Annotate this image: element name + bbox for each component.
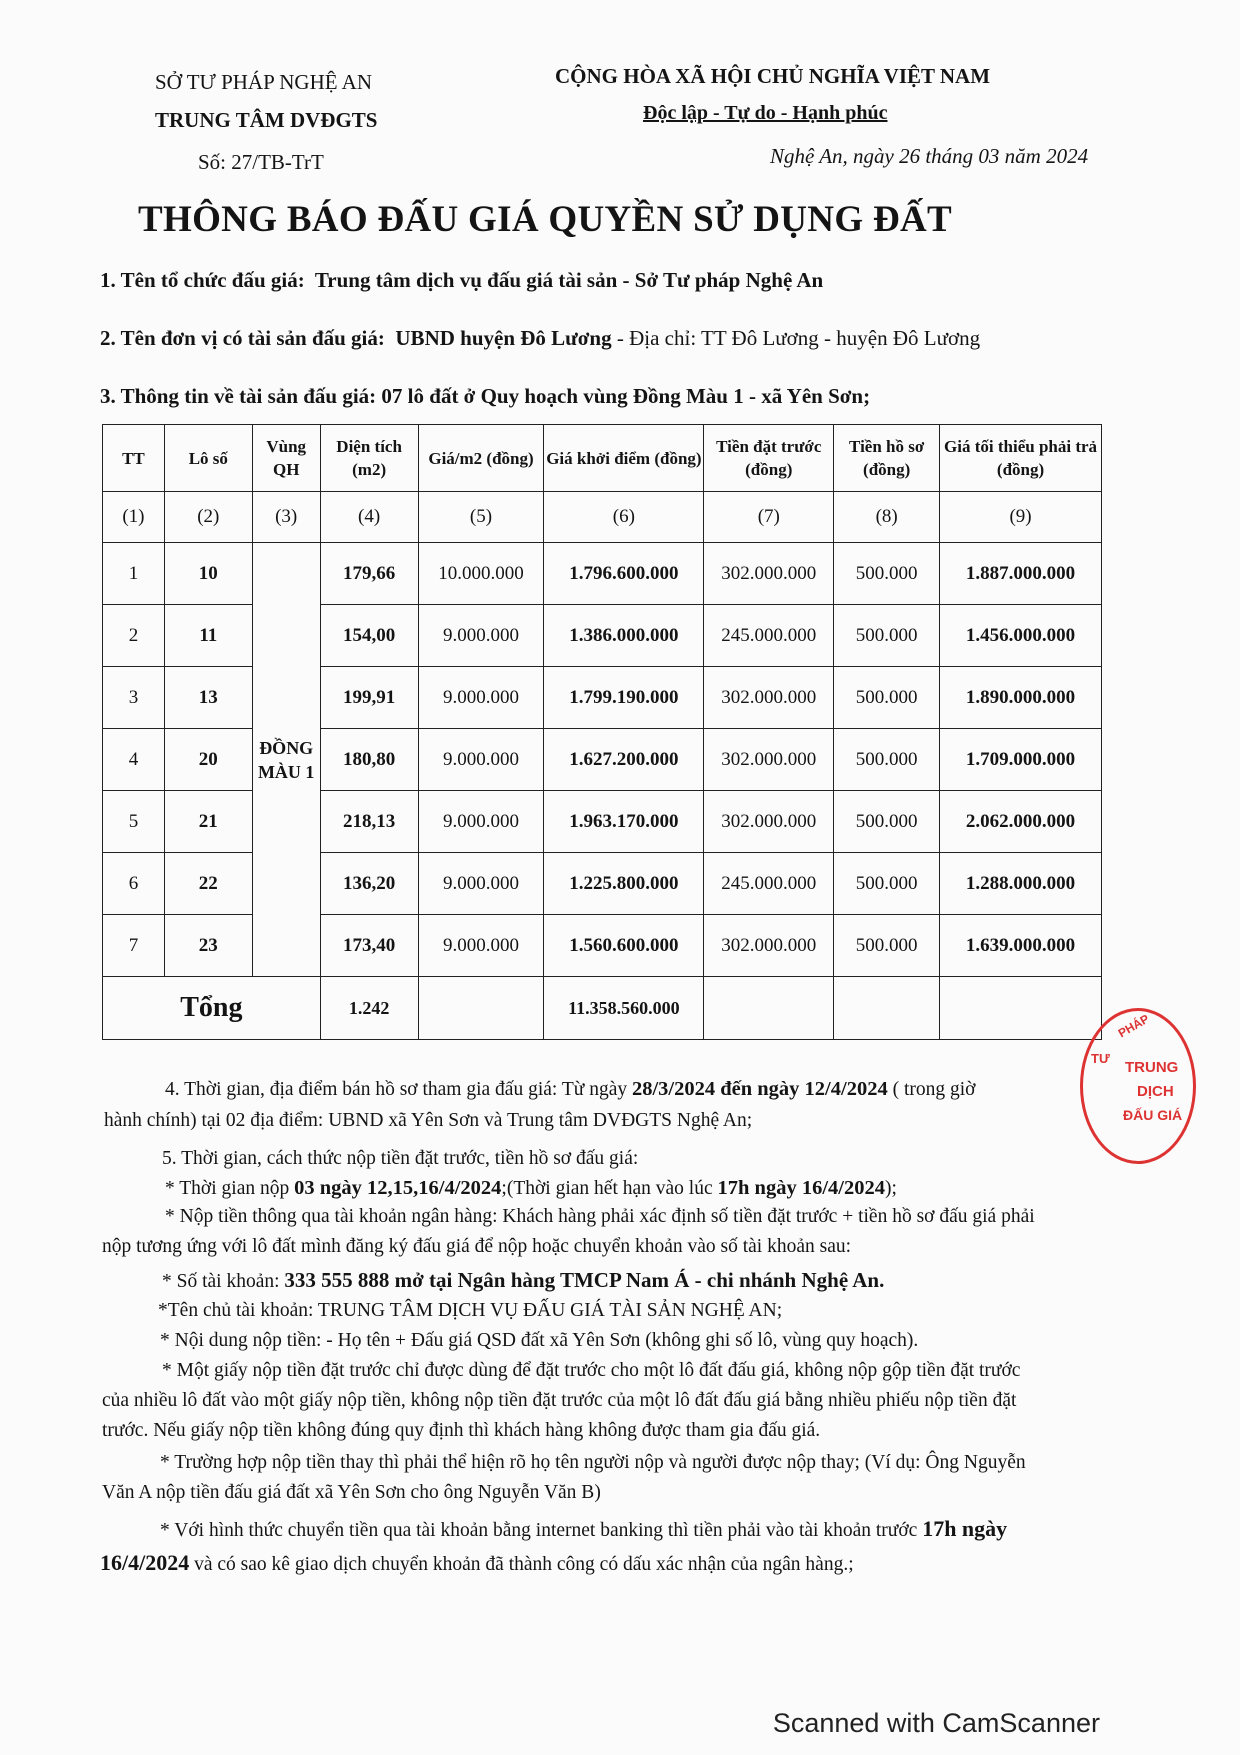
national-title: CỘNG HÒA XÃ HỘI CHỦ NGHĨA VIỆT NAM [555,64,991,88]
cell-price-m2: 9.000.000 [418,915,544,977]
document-number: Số: 27/TB-TrT [198,150,324,174]
p6-days: 03 ngày 12,15,16/4/2024 [294,1177,502,1199]
header-fee: Tiền hồ sơ (đồng) [834,425,940,492]
cell-min: 2.062.000.000 [940,791,1102,853]
paragraph-5: 5. Thời gian, cách thức nộp tiền đặt trước, tiền hồ sơ đấu giá: [162,1148,639,1169]
paragraph-4b: hành chính) tại 02 địa điểm: UBND xã Yên Sơn và Trung tâm DVĐGTS Nghệ An; [104,1110,753,1131]
p6-text: * Thời gian nộp [165,1178,295,1199]
cell-area: 199,91 [320,667,418,729]
stamp-text: TƯ [1091,1051,1110,1066]
paragraph-7b: nộp tương ứng với lô đất mình đăng ký đấu giá để nộp hoặc chuyển khoản vào số tài khoản sau: [102,1236,852,1257]
header-area: Diện tích (m2) [320,425,418,492]
cell-area: 136,20 [320,853,418,915]
p13-text-end: và có sao kê giao dịch chuyển khoản đã thành công có dấu xác nhận của ngân hàng.; [189,1554,854,1575]
empty-cell [418,977,544,1040]
cell-lot: 23 [164,915,252,977]
cell-fee: 500.000 [834,543,940,605]
paragraph-12: * Trường hợp nộp tiền thay thì phải thể hiện rõ họ tên người nộp và người được nộp thay; (Ví dụ: Ông Nguyễn [160,1452,1026,1473]
cell-deposit: 302.000.000 [704,729,834,791]
section-2 [100,326,980,351]
auction-table [102,424,1102,1040]
cell-fee: 500.000 [834,791,940,853]
paragraph-8 [162,1268,884,1293]
paragraph-11: * Một giấy nộp tiền đặt trước chỉ được dùng để đặt trước cho một lô đất đấu giá, không nộp gộp tiền đặt trước [162,1360,1021,1381]
cell-fee: 500.000 [834,605,940,667]
cell-tt: 6 [103,853,165,915]
cell-lot: 13 [164,667,252,729]
cell-min: 1.456.000.000 [940,605,1102,667]
total-label: Tổng [103,977,321,1040]
header-deposit: Tiền đặt trước (đồng) [704,425,834,492]
paragraph-7: * Nộp tiền thông qua tài khoản ngân hàng: Khách hàng phải xác định số tiền đặt trước + tiền hồ sơ đấu giá phải [165,1206,1035,1227]
cell-area: 179,66 [320,543,418,605]
cell-fee: 500.000 [834,729,940,791]
cell-start: 1.386.000.000 [544,605,704,667]
cell-tt: 7 [103,915,165,977]
cell-price-m2: 9.000.000 [418,605,544,667]
cell-deposit: 302.000.000 [704,543,834,605]
header-tt: TT [103,425,165,492]
table-row [103,543,1102,605]
bank-account: 333 555 888 mở tại Ngân hàng TMCP Nam Á - chi nhánh Nghệ An. [284,1268,885,1292]
cell-lot: 10 [164,543,252,605]
header-price-m2: Giá/m2 (đồng) [418,425,544,492]
index-cell: (6) [544,492,704,543]
paragraph-10: * Nội dung nộp tiền: - Họ tên + Đấu giá QSD đất xã Yên Sơn (không ghi số lô, vùng quy hoạch). [160,1330,919,1351]
p4-text: 4. Thời gian, địa điểm bán hồ sơ tham gia đấu giá: Từ ngày [165,1079,632,1100]
index-cell: (3) [252,492,320,543]
section-1 [100,268,823,293]
cell-deposit: 302.000.000 [704,667,834,729]
index-cell: (2) [164,492,252,543]
paragraph-9: *Tên chủ tài khoản: TRUNG TÂM DỊCH VỤ ĐẤU GIÁ TÀI SẢN NGHỆ AN; [158,1300,783,1321]
stamp-text: TRUNG [1125,1059,1179,1076]
page-title: THÔNG BÁO ĐẤU GIÁ QUYỀN SỬ DỤNG ĐẤT [138,199,952,240]
section-2-value-bold: UBND huyện Đô Lương [395,326,612,350]
empty-cell [704,977,834,1040]
index-cell: (4) [320,492,418,543]
cell-min: 1.709.000.000 [940,729,1102,791]
paragraph-12b: Văn A nộp tiền đấu giá đất xã Yên Sơn cho ông Nguyễn Văn B) [102,1482,601,1503]
paragraph-11b: của nhiều lô đất vào một giấy nộp tiền, không nộp tiền đặt trước của một lô đất đấu giá bằng nhiều phiếu nộp tiền đặt [102,1390,1017,1411]
paragraph-4 [165,1078,975,1101]
cell-area: 180,80 [320,729,418,791]
cell-price-m2: 9.000.000 [418,853,544,915]
index-cell: (5) [418,492,544,543]
stamp-text: PHÁP [1115,1011,1152,1041]
p13-text: * Với hình thức chuyển tiền qua tài khoản bằng internet banking thì tiền phải vào tài khoản trước [160,1520,923,1541]
cell-deposit: 302.000.000 [704,791,834,853]
header-lot: Lô số [164,425,252,492]
cell-min: 1.639.000.000 [940,915,1102,977]
index-cell: (9) [940,492,1102,543]
cell-area: 154,00 [320,605,418,667]
cell-price-m2: 10.000.000 [418,543,544,605]
cell-tt: 5 [103,791,165,853]
empty-cell [940,977,1102,1040]
paragraph-11c: trước. Nếu giấy nộp tiền không đúng quy định thì khách hàng không được tham gia đấu giá. [102,1420,821,1441]
total-area: 1.242 [320,977,418,1040]
cell-start: 1.560.600.000 [544,915,704,977]
cell-lot: 20 [164,729,252,791]
cell-start: 1.627.200.000 [544,729,704,791]
national-motto: Độc lập - Tự do - Hạnh phúc [643,102,888,124]
index-cell: (8) [834,492,940,543]
cell-tt: 3 [103,667,165,729]
stamp-text: ĐẤU GIÁ [1123,1107,1183,1123]
cell-start: 1.796.600.000 [544,543,704,605]
section-2-label: 2. Tên đơn vị có tài sản đấu giá: [100,326,385,350]
section-2-value: - Địa chỉ: TT Đô Lương - huyện Đô Lương [611,326,981,350]
cell-tt: 2 [103,605,165,667]
cell-region: ĐỒNG MÀU 1 [252,543,320,977]
p4-dates: 28/3/2024 đến ngày 12/4/2024 [631,1078,888,1100]
table-header-row [103,425,1102,492]
cell-price-m2: 9.000.000 [418,791,544,853]
p13-deadline: 17h ngày [922,1516,1008,1541]
cell-min: 1.890.000.000 [940,667,1102,729]
paragraph-13b [100,1550,854,1576]
document-date: Nghệ An, ngày 26 tháng 03 năm 2024 [770,144,1089,168]
p6-deadline: 17h ngày 16/4/2024 [717,1177,885,1199]
cell-lot: 22 [164,853,252,915]
p6-text-2: ;(Thời gian hết hạn vào lúc [501,1178,718,1199]
cell-start: 1.225.800.000 [544,853,704,915]
cell-start: 1.963.170.000 [544,791,704,853]
index-cell: (1) [103,492,165,543]
section-1-value: Trung tâm dịch vụ đấu giá tài sản - Sở Tư pháp Nghệ An [314,268,824,292]
cell-deposit: 245.000.000 [704,605,834,667]
cell-min: 1.288.000.000 [940,853,1102,915]
header-region: Vùng QH [252,425,320,492]
paragraph-13 [160,1516,1007,1542]
center-name: TRUNG TÂM DVĐGTS [155,108,378,132]
agency-name: SỞ TƯ PHÁP NGHỆ AN [155,70,372,94]
cell-fee: 500.000 [834,667,940,729]
section-1-label: 1. Tên tổ chức đấu giá: [100,268,305,292]
cell-fee: 500.000 [834,915,940,977]
header-start-price: Giá khởi điểm (đồng) [544,425,704,492]
scanner-watermark: Scanned with CamScanner [772,1708,1100,1738]
table-index-row [103,492,1102,543]
header-min-price: Giá tối thiểu phải trả (đồng) [940,425,1102,492]
index-cell: (7) [704,492,834,543]
cell-area: 218,13 [320,791,418,853]
cell-fee: 500.000 [834,853,940,915]
cell-deposit: 245.000.000 [704,853,834,915]
cell-lot: 21 [164,791,252,853]
cell-area: 173,40 [320,915,418,977]
cell-lot: 11 [164,605,252,667]
p6-text-end: ); [884,1178,897,1199]
cell-tt: 1 [103,543,165,605]
cell-min: 1.887.000.000 [940,543,1102,605]
cell-deposit: 302.000.000 [704,915,834,977]
official-stamp [1080,1008,1196,1164]
cell-price-m2: 9.000.000 [418,667,544,729]
p8-label: * Số tài khoản: [162,1271,285,1292]
stamp-text: DỊCH [1137,1083,1174,1100]
total-start: 11.358.560.000 [544,977,704,1040]
p13-date: 16/4/2024 [100,1550,190,1575]
cell-start: 1.799.190.000 [544,667,704,729]
paragraph-6 [165,1177,897,1200]
p4-text-end: ( trong giờ [887,1079,976,1100]
cell-tt: 4 [103,729,165,791]
table-total-row [103,977,1102,1040]
section-3: 3. Thông tin về tài sản đấu giá: 07 lô đất ở Quy hoạch vùng Đồng Màu 1 - xã Yên Sơn; [100,384,871,408]
cell-price-m2: 9.000.000 [418,729,544,791]
empty-cell [834,977,940,1040]
